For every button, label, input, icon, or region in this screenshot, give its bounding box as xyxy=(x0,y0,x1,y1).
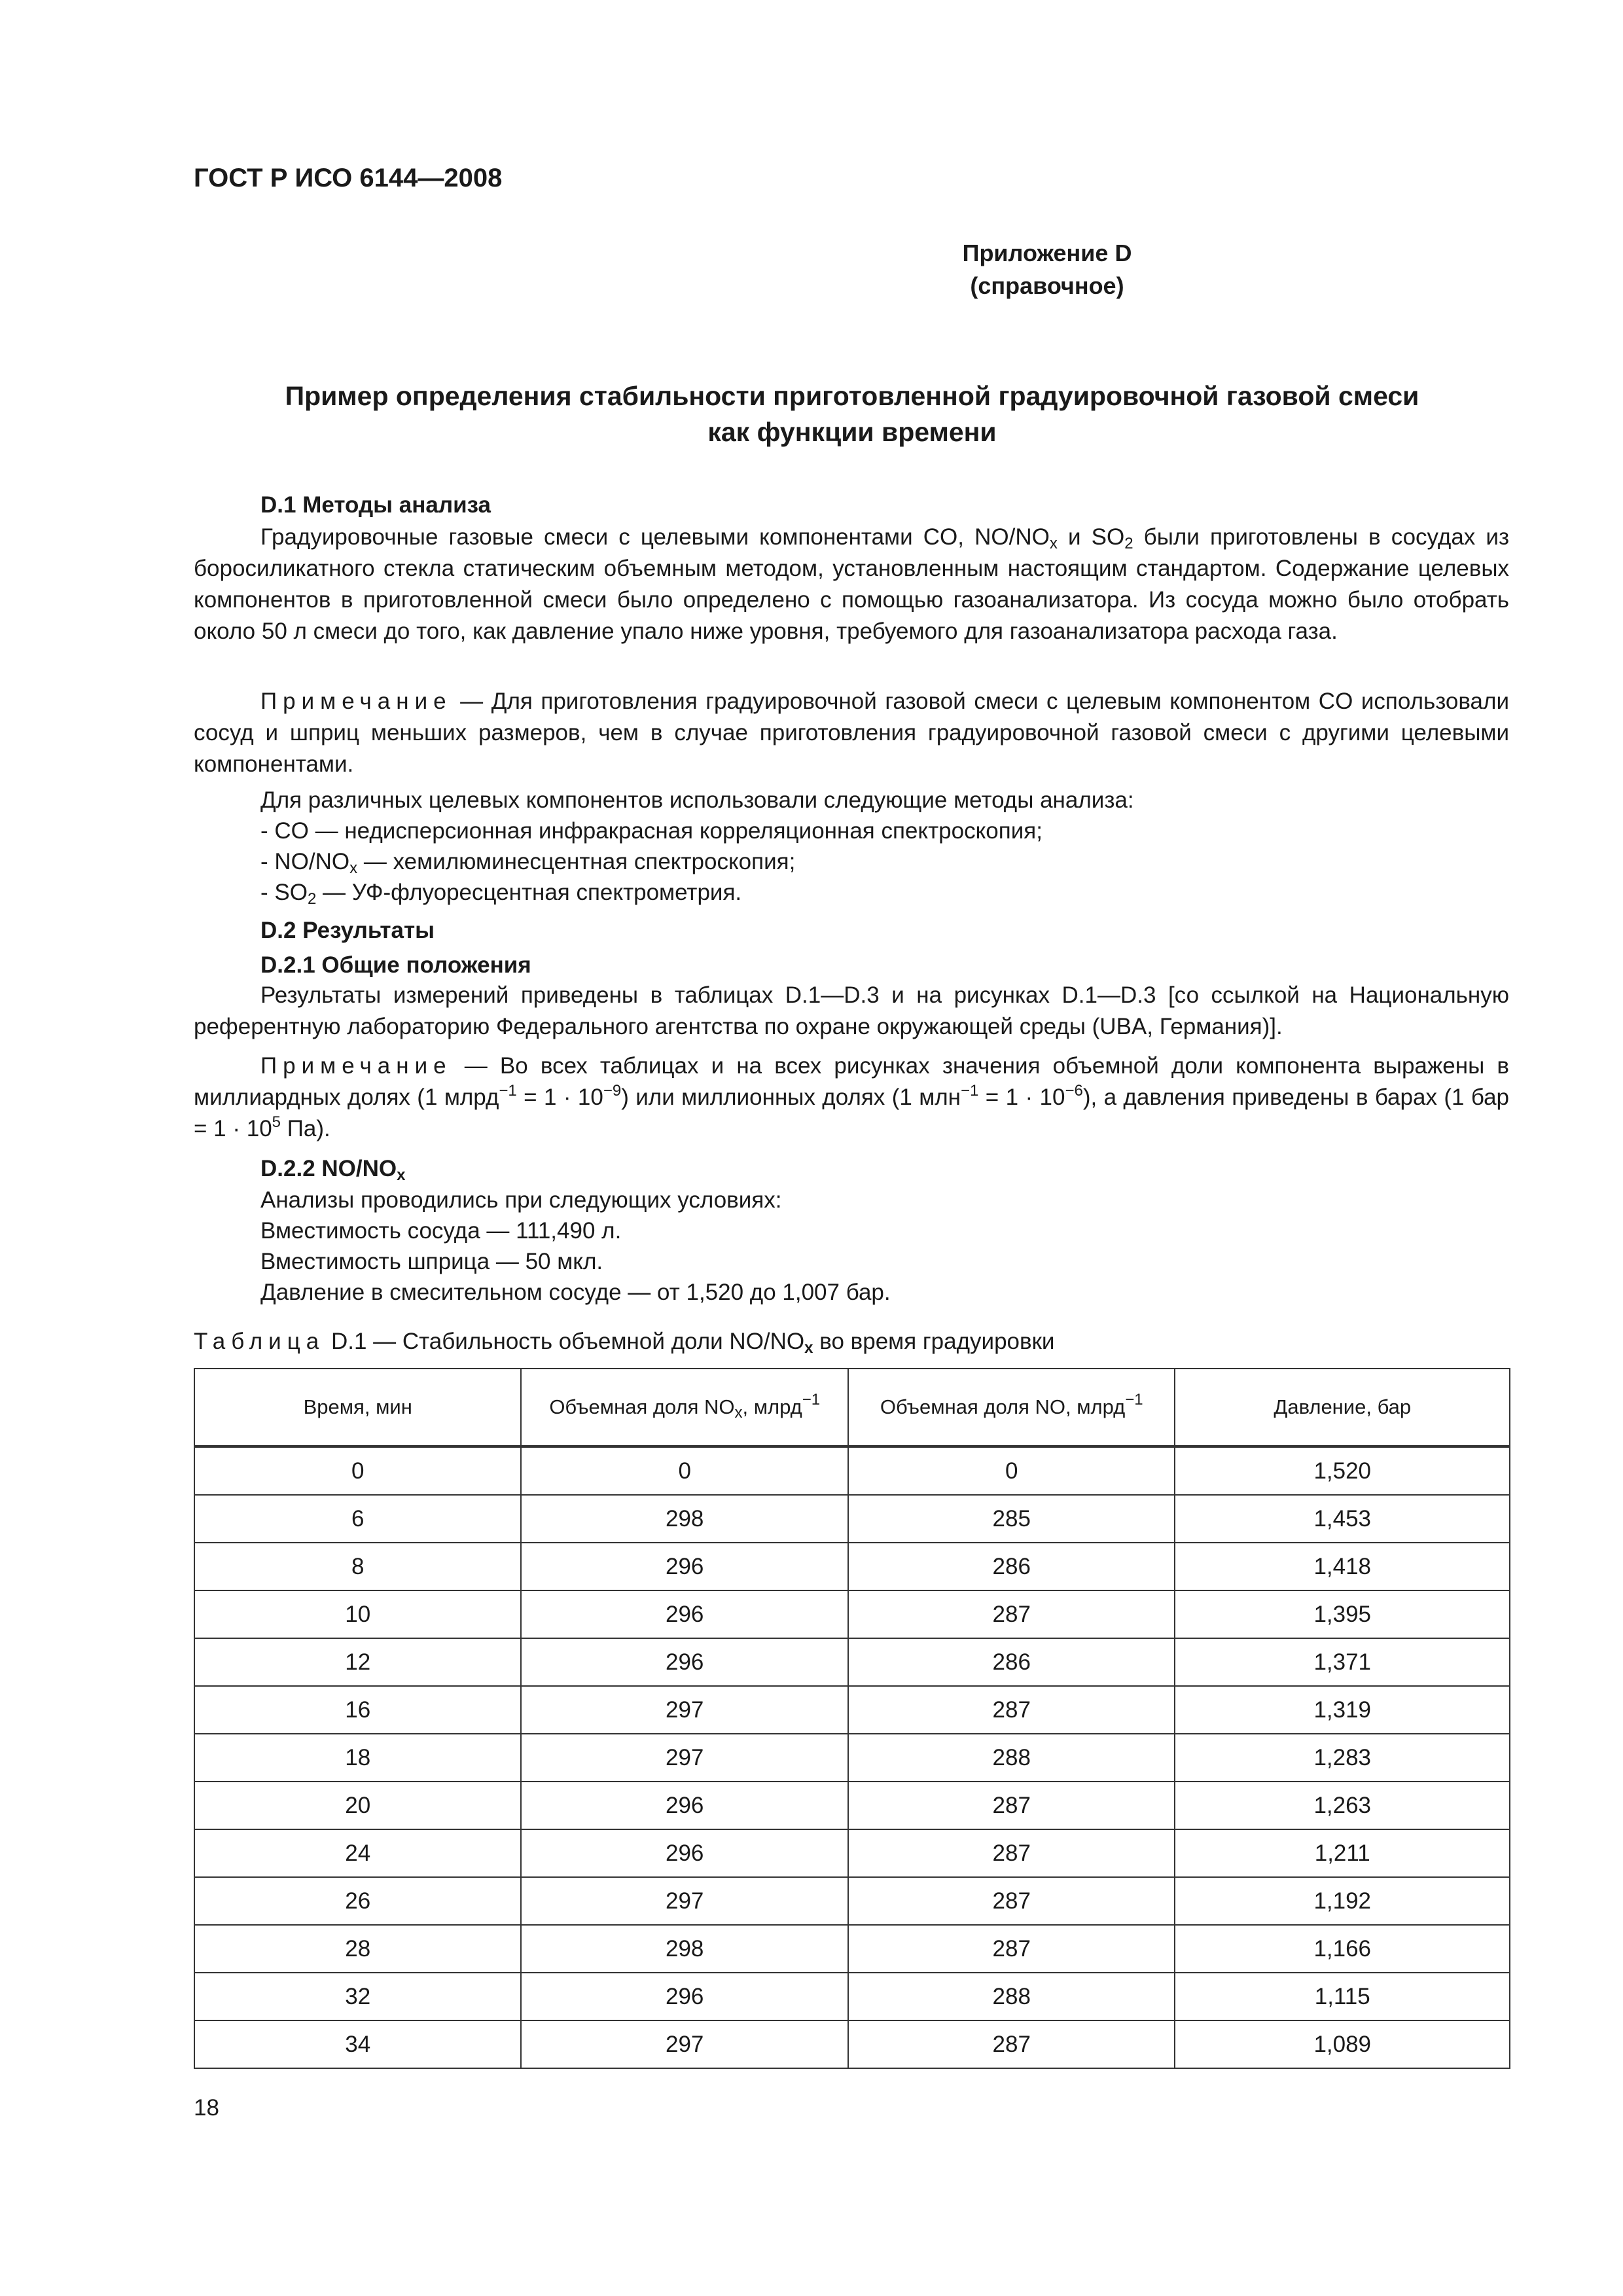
table-cell: 24 xyxy=(194,1829,521,1877)
table-cell: 286 xyxy=(848,1543,1175,1590)
table-cell: 16 xyxy=(194,1686,521,1734)
table-cell: 287 xyxy=(848,1829,1175,1877)
table-row xyxy=(194,1734,1510,1782)
page-number: 18 xyxy=(194,2095,219,2121)
table-cell: 1,115 xyxy=(1175,1973,1510,2020)
paragraph-methods: Градуировочные газовые смеси с целевыми компонентами CO, $NO/NO_x$ и $SO_2$ были приготовлены в сосудах из боросиликатного стекла статическим объемным методом, установленным настоящим стандартом. Содержание целевых компонентов в приготовленной смеси было определено с помощью газоанализатора. Из сосуда можно было отобрать около 50 л смеси до того, как давление упало ниже уровня, требуемого для газоанализатора расхода газа. xyxy=(194,524,1509,644)
section-heading-d22: D.2.2 $NO/NO_x$ xyxy=(260,1156,406,1184)
table-header-row xyxy=(194,1369,1510,1446)
table-cell: 32 xyxy=(194,1973,521,2020)
table-cell: 297 xyxy=(521,1734,848,1782)
table-cell: 287 xyxy=(848,1590,1175,1638)
condition-pressure: Давление в смесительном сосуде — от 1,520 до 1,007 бар. xyxy=(260,1280,891,1305)
page-title xyxy=(194,378,1510,450)
table-cell: 26 xyxy=(194,1877,521,1925)
table-row xyxy=(194,1782,1510,1829)
table-row xyxy=(194,1495,1510,1543)
note-2: Примечание — Во всех таблицах и на всех рисунках значения объемной доли компонента выражены в миллиардных долях (1 млрд$^{-1}$ = $1 \cdot 10^{-9}$) или миллионных долях (1 $млн^{-1} = 1 \cdot 10^{-6}$), а давления приведены в барах (1 бар = $1 \cdot 10^5$ Па). xyxy=(194,1053,1510,1141)
table-row xyxy=(194,1590,1510,1638)
annex-label: Приложение D xyxy=(962,240,1132,266)
table-cell: 287 xyxy=(848,1686,1175,1734)
table-cell: 298 xyxy=(521,1925,848,1973)
table-cell: 6 xyxy=(194,1495,521,1543)
table-cell: 285 xyxy=(848,1495,1175,1543)
table-cell: 1,089 xyxy=(1175,2020,1510,2068)
column-header-time: Время, мин xyxy=(194,1369,521,1446)
table-cell: 1,211 xyxy=(1175,1829,1510,1877)
table-cell: 0 xyxy=(194,1446,521,1495)
table-cell: 296 xyxy=(521,1829,848,1877)
column-header-pressure: Давление, бар xyxy=(1175,1369,1510,1446)
document-header: ГОСТ Р ИСО 6144—2008 xyxy=(194,164,503,192)
table-row xyxy=(194,2020,1510,2068)
table-cell: 296 xyxy=(521,1638,848,1686)
table-cell: 34 xyxy=(194,2020,521,2068)
table-row xyxy=(194,1686,1510,1734)
table-row xyxy=(194,1877,1510,1925)
table-cell: 287 xyxy=(848,1782,1175,1829)
table-cell: 1,192 xyxy=(1175,1877,1510,1925)
annex-title xyxy=(681,237,1414,302)
table-cell: 297 xyxy=(521,2020,848,2068)
method-item-no: - $NO/NO_x$ — хемилюминесцентная спектроскопия; xyxy=(260,849,796,877)
table-cell: 18 xyxy=(194,1734,521,1782)
page-title-line-1: Пример определения стабильности приготовленной градуировочной газовой смеси xyxy=(285,381,1419,411)
table-row xyxy=(194,1638,1510,1686)
note-1: Примечание — Для приготовления градуировочной газовой смеси с целевым компонентом CO использовали сосуд и шприц меньших размеров, чем в случае приготовления градуировочной газовой смеси с другими целевыми компонентами. xyxy=(194,689,1509,777)
table-cell: 287 xyxy=(848,1877,1175,1925)
table-cell: 1,418 xyxy=(1175,1543,1510,1590)
table-cell: 1,319 xyxy=(1175,1686,1510,1734)
table-row xyxy=(194,1829,1510,1877)
table-cell: 1,283 xyxy=(1175,1734,1510,1782)
page-title-line-2: как функции времени xyxy=(707,417,997,447)
table-cell: 287 xyxy=(848,1925,1175,1973)
table-cell: 297 xyxy=(521,1877,848,1925)
table-cell: 12 xyxy=(194,1638,521,1686)
method-item-co: - CO — недисперсионная инфракрасная корреляционная спектроскопия; xyxy=(260,818,1043,844)
table-cell: 298 xyxy=(521,1495,848,1543)
table-cell: 1,263 xyxy=(1175,1782,1510,1829)
table-cell: 287 xyxy=(848,2020,1175,2068)
column-header-no: Объемная доля NO, млрд$^{-1}$ xyxy=(848,1369,1175,1446)
stability-table xyxy=(194,1368,1510,2069)
table-row xyxy=(194,1543,1510,1590)
table-cell: 297 xyxy=(521,1686,848,1734)
table-cell: 286 xyxy=(848,1638,1175,1686)
table-cell: 296 xyxy=(521,1543,848,1590)
column-header-nox: Объемная доля $NO_x$, млрд$^{-1}$ xyxy=(521,1369,848,1446)
table-cell: 296 xyxy=(521,1782,848,1829)
table-cell: 296 xyxy=(521,1590,848,1638)
condition-vessel: Вместимость сосуда — 111,490 л. xyxy=(260,1218,622,1244)
table-cell: 1,166 xyxy=(1175,1925,1510,1973)
table-cell: 28 xyxy=(194,1925,521,1973)
table-row xyxy=(194,1446,1510,1495)
table-cell: 288 xyxy=(848,1973,1175,2020)
table-cell: 20 xyxy=(194,1782,521,1829)
table-cell: 296 xyxy=(521,1973,848,2020)
table-cell: 0 xyxy=(521,1446,848,1495)
table-cell: 0 xyxy=(848,1446,1175,1495)
table-row xyxy=(194,1925,1510,1973)
table-cell: 10 xyxy=(194,1590,521,1638)
table-cell: 1,453 xyxy=(1175,1495,1510,1543)
section-heading-d1: D.1 Методы анализа xyxy=(260,492,491,518)
table-cell: 1,395 xyxy=(1175,1590,1510,1638)
table-cell: 288 xyxy=(848,1734,1175,1782)
table-row xyxy=(194,1973,1510,2020)
method-item-so2: - $SO_2$ — УФ-флуоресцентная спектрометрия. xyxy=(260,880,742,908)
table-cell: 8 xyxy=(194,1543,521,1590)
conditions-intro: Анализы проводились при следующих условиях: xyxy=(260,1187,782,1213)
paragraph-results: Результаты измерений приведены в таблицах D.1—D.3 и на рисунках D.1—D.3 [со ссылкой на Национальную референтную лабораторию Федерального агентства по охране окружающей среды (UBA, Германия)]. xyxy=(194,982,1509,1039)
table-cell: 1,371 xyxy=(1175,1638,1510,1686)
condition-syringe: Вместимость шприца — 50 мкл. xyxy=(260,1249,603,1274)
annex-type: (справочное) xyxy=(970,272,1124,299)
table-cell: 1,520 xyxy=(1175,1446,1510,1495)
section-heading-d2: D.2 Результаты xyxy=(260,918,435,943)
section-heading-d21: D.2.1 Общие положения xyxy=(260,952,531,978)
methods-intro: Для различных целевых компонентов использовали следующие методы анализа: xyxy=(260,787,1134,813)
table-caption: Таблица D.1 — Стабильность объемной доли $NO/NO_x$ во время градуировки xyxy=(194,1329,1055,1357)
